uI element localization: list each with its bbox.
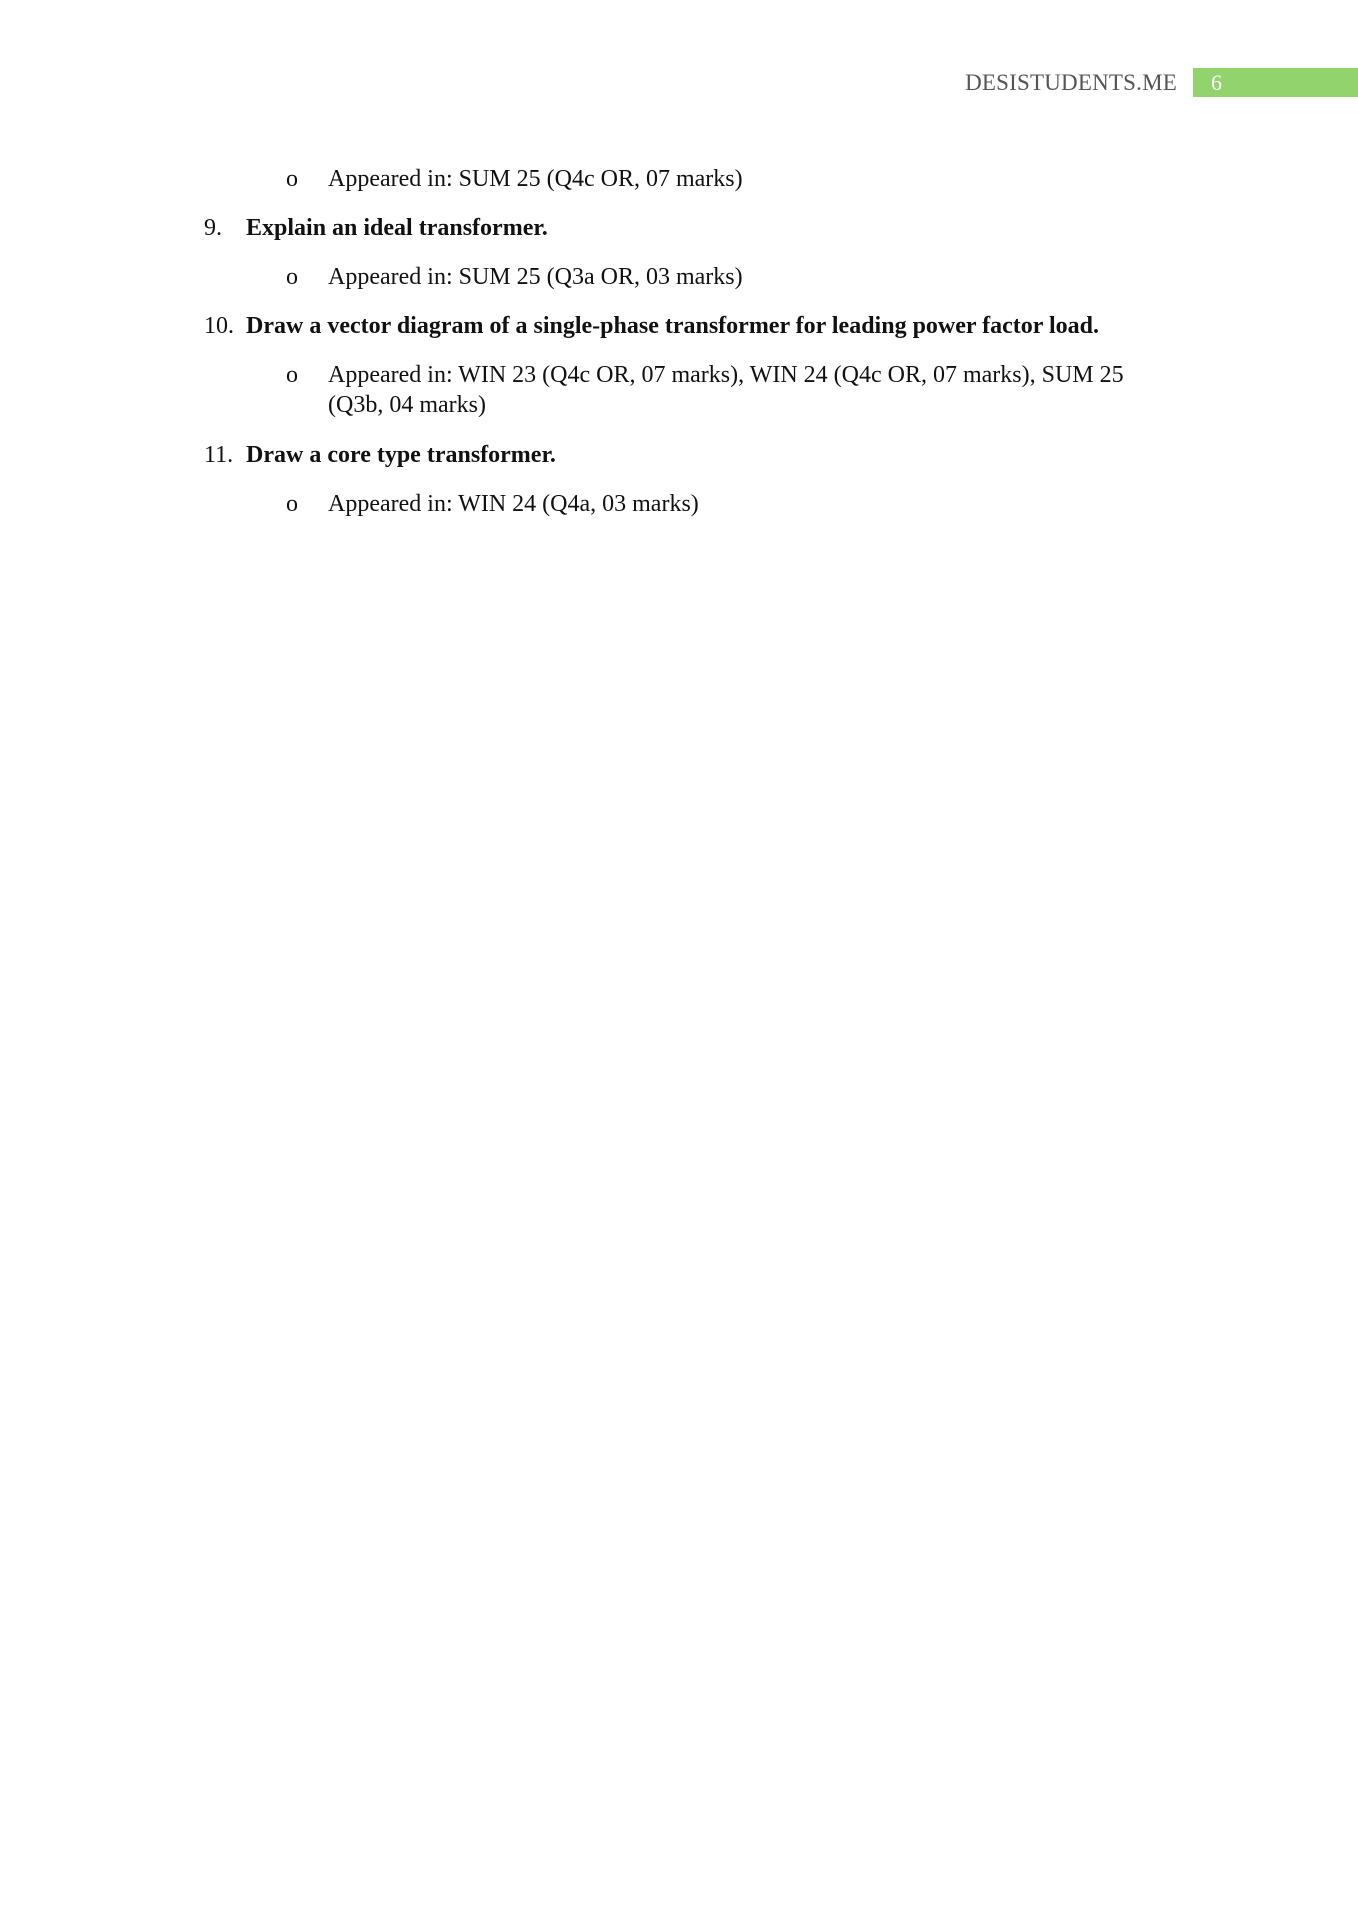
bullet-icon: o <box>286 264 298 290</box>
site-name: DESISTUDENTS.ME <box>965 70 1177 95</box>
question-text: Draw a core type transformer. <box>246 442 556 468</box>
question-text: Explain an ideal transformer. <box>246 215 548 241</box>
appearance-text: Appeared in: WIN 23 (Q4c OR, 07 marks), WIN 24 (Q4c OR, 07 marks), SUM 25 (Q3b, 04 marks) <box>328 362 1124 418</box>
question-text: Draw a vector diagram of a single-phase transformer for leading power factor load. <box>246 313 1099 339</box>
page-number: 6 <box>1211 70 1222 95</box>
page-header <box>965 68 1358 97</box>
appearance-text: Appeared in: SUM 25 (Q3a OR, 03 marks) <box>328 264 743 290</box>
appearance-text: Appeared in: SUM 25 (Q4c OR, 07 marks) <box>328 166 743 192</box>
question-number: 9. <box>204 215 222 241</box>
bullet-icon: o <box>286 166 298 192</box>
question-number: 10. <box>204 313 234 339</box>
page-number-badge <box>1193 68 1358 97</box>
appearance-text: Appeared in: WIN 24 (Q4a, 03 marks) <box>328 491 699 517</box>
bullet-icon: o <box>286 362 298 388</box>
bullet-icon: o <box>286 491 298 517</box>
question-number: 11. <box>204 442 234 468</box>
